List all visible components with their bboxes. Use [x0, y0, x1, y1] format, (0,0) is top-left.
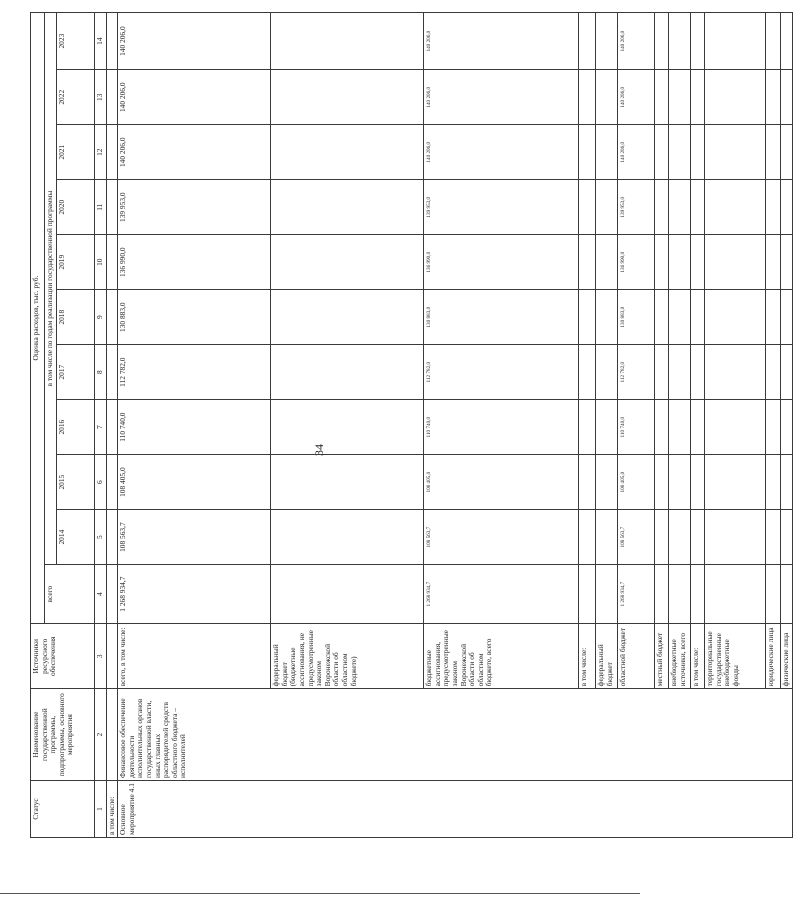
value-cell: 136 990,0 [618, 235, 655, 290]
value-cell: 1 268 934,7 [118, 565, 271, 624]
value-cell: 140 206,0 [424, 13, 579, 70]
incl-top-label: в том числе: [106, 780, 118, 837]
value-cell: 140 206,0 [118, 70, 271, 125]
header-estimate: Оценка расходов, тыс. руб. [31, 13, 45, 624]
col-num: 7 [95, 400, 107, 455]
value-cell: 130 883,0 [424, 290, 579, 345]
source-label: областной бюджет [618, 624, 655, 689]
value-cell: 139 953,0 [118, 180, 271, 235]
value-cell: 108 563,7 [618, 510, 655, 565]
value-cell: 1 268 934,7 [618, 565, 655, 624]
page-number: 34 [312, 444, 326, 456]
header-total: всего [45, 565, 95, 624]
source-label: в том числе: [579, 624, 596, 689]
value-cell: 140 206,0 [618, 13, 655, 70]
source-label: внебюджетные источники, всего [669, 624, 691, 689]
year-cell: 2019 [57, 235, 95, 290]
col-num: 12 [95, 125, 107, 180]
value-cell: 140 206,0 [424, 70, 579, 125]
year-cell: 2017 [57, 345, 95, 400]
year-cell: 2021 [57, 125, 95, 180]
value-cell: 139 953,0 [618, 180, 655, 235]
year-cell: 2018 [57, 290, 95, 345]
value-cell: 140 206,0 [618, 125, 655, 180]
col-num: 10 [95, 235, 107, 290]
value-cell: 108 563,7 [118, 510, 271, 565]
value-cell: 108 563,7 [424, 510, 579, 565]
header-row-1 [31, 13, 45, 838]
status-cell: Основное мероприятие 4.1 [118, 780, 793, 837]
header-source: Источники ресурсного обеспечения [31, 624, 95, 689]
col-num: 6 [95, 455, 107, 510]
table-row [118, 13, 271, 838]
source-label: физические лица [781, 624, 793, 689]
col-num: 8 [95, 345, 107, 400]
source-label: территориальные государственные внебюджетные фонды [705, 624, 766, 689]
year-cell: 2022 [57, 70, 95, 125]
value-cell: 110 740,0 [424, 400, 579, 455]
value-cell: 140 206,0 [118, 125, 271, 180]
value-cell: 1 268 934,7 [424, 565, 579, 624]
col-num: 5 [95, 510, 107, 565]
source-label: всего, в том числе: [118, 624, 271, 689]
scan-bottom-edge [0, 893, 640, 894]
col-num: 11 [95, 180, 107, 235]
col-num: 9 [95, 290, 107, 345]
source-label: юридические лица [766, 624, 781, 689]
source-label: местный бюджет [655, 624, 669, 689]
value-cell: 112 782,0 [618, 345, 655, 400]
value-cell: 110 740,0 [618, 400, 655, 455]
year-cell: 2016 [57, 400, 95, 455]
value-cell: 136 990,0 [118, 235, 271, 290]
year-cell: 2014 [57, 510, 95, 565]
value-cell: 140 206,0 [424, 125, 579, 180]
col-num: 13 [95, 70, 107, 125]
value-cell: 108 405,0 [118, 455, 271, 510]
column-number-row [95, 13, 107, 838]
year-cell: 2020 [57, 180, 95, 235]
source-label: в том числе: [691, 624, 705, 689]
value-cell: 130 883,0 [618, 290, 655, 345]
source-label: федеральный бюджет [596, 624, 618, 689]
value-cell: 112 782,0 [118, 345, 271, 400]
col-num: 2 [95, 689, 107, 781]
col-num: 3 [95, 624, 107, 689]
year-cell: 2023 [57, 13, 95, 70]
expenditure-table [30, 12, 793, 838]
year-cell: 2015 [57, 455, 95, 510]
col-num: 1 [95, 780, 107, 837]
value-cell: 140 206,0 [618, 70, 655, 125]
source-label: федеральный бюджет (бюджетные ассигнования, не предусмотренные законом Воронежской области об областном бюджете) [271, 624, 424, 689]
header-status: Статус [31, 780, 95, 837]
value-cell: 136 990,0 [424, 235, 579, 290]
col-num: 14 [95, 13, 107, 70]
value-cell: 108 405,0 [618, 455, 655, 510]
source-label: бюджетные ассигнования, предусмотренные законом Воронежской области об областном бюджете, всего [424, 624, 579, 689]
col-num: 4 [95, 565, 107, 624]
value-cell: 130 883,0 [118, 290, 271, 345]
value-cell: 110 740,0 [118, 400, 271, 455]
header-by-years: в том числе по годам реализации государственной программы [45, 13, 57, 565]
name-cell: Финансовое обеспечение деятельности исполнительных органов государственной власти, иных главных распорядителей средств областного бюджета – исполнителей [118, 689, 793, 781]
rotated-table-container [30, 12, 791, 838]
value-cell: 108 405,0 [424, 455, 579, 510]
incl-row [106, 13, 118, 838]
header-name: Наименование государственной программы, подпрограммы, основного мероприятия [31, 689, 95, 781]
value-cell: 139 953,0 [424, 180, 579, 235]
value-cell: 112 782,0 [424, 345, 579, 400]
value-cell: 140 206,0 [118, 13, 271, 70]
